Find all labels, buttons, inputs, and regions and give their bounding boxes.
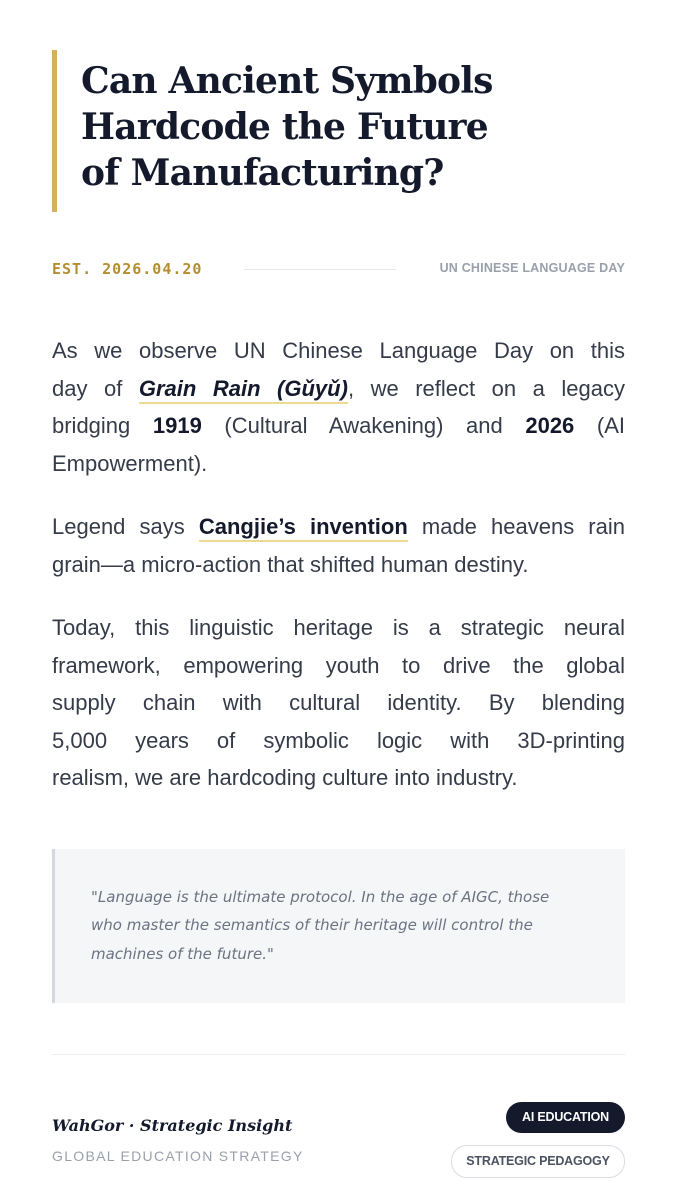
paragraph-line <box>52 407 625 445</box>
brand-subtitle: GLOBAL EDUCATION STRATEGY <box>52 1148 304 1164</box>
page-title <box>81 50 625 196</box>
text-span: made heavens rain <box>407 514 625 539</box>
title-block <box>52 50 625 212</box>
quote-line: machines of the future." <box>91 944 274 963</box>
footer-divider <box>52 1054 625 1055</box>
text-span: Legend says <box>52 514 199 539</box>
paragraph-line <box>52 370 625 408</box>
year-1919: 1919 <box>152 413 202 438</box>
quote-line: "Language is the ultimate protocol. In the age of AIGC, those <box>91 887 550 906</box>
year-2026: 2026 <box>525 413 575 438</box>
meta-row <box>52 260 625 280</box>
paragraph-line: realism, we are hardcoding culture into industry. <box>52 765 518 790</box>
brand-signature: WahGor · Strategic Insight <box>52 1116 293 1135</box>
text-span: , we reflect on a legacy <box>347 375 625 401</box>
paragraph-line: As we observe UN Chinese Language Day on this <box>52 338 625 363</box>
pull-quote <box>52 849 625 1003</box>
paragraph-line: 5,000 years of symbolic logic with 3D-printing <box>52 727 625 753</box>
quote-text <box>91 883 595 969</box>
title-line: of Manufacturing? <box>81 152 444 194</box>
quote-line: who master the semantics of their heritage will control the <box>91 916 533 934</box>
text-span: bridging <box>52 413 153 438</box>
tag-ai-education[interactable]: AI EDUCATION <box>506 1102 625 1133</box>
meta-divider <box>244 269 396 270</box>
title-line: Can Ancient Symbols <box>81 60 493 102</box>
article <box>52 50 625 1019</box>
publish-date: EST. 2026.04.20 <box>52 260 203 278</box>
paragraph-line: grain—a micro-action that shifted human destiny. <box>52 551 529 577</box>
paragraph-line: Today, this linguistic heritage is a strategic neural <box>52 615 625 640</box>
grain-rain-highlight: Grain Rain (Gǔyǔ) <box>139 376 348 404</box>
text-span: day of <box>52 375 139 401</box>
tag-strategic-pedagogy[interactable]: STRATEGIC PEDAGOGY <box>451 1145 625 1178</box>
paragraph-line: framework, empowering youth to drive the global <box>52 652 625 678</box>
text-span: (AI <box>574 413 625 438</box>
paragraph-line <box>52 508 625 546</box>
today-paragraph <box>52 609 625 797</box>
intro-paragraph <box>52 332 625 482</box>
title-line: Hardcode the Future <box>81 106 488 148</box>
occasion-label: UN CHINESE LANGUAGE DAY <box>439 261 625 275</box>
cangjie-highlight: Cangjie’s invention <box>199 514 408 542</box>
text-span: (Cultural Awakening) and <box>201 413 526 438</box>
paragraph-line: Empowerment). <box>52 450 208 476</box>
legend-paragraph <box>52 508 625 583</box>
paragraph-line: supply chain with cultural identity. By blending <box>52 690 625 715</box>
